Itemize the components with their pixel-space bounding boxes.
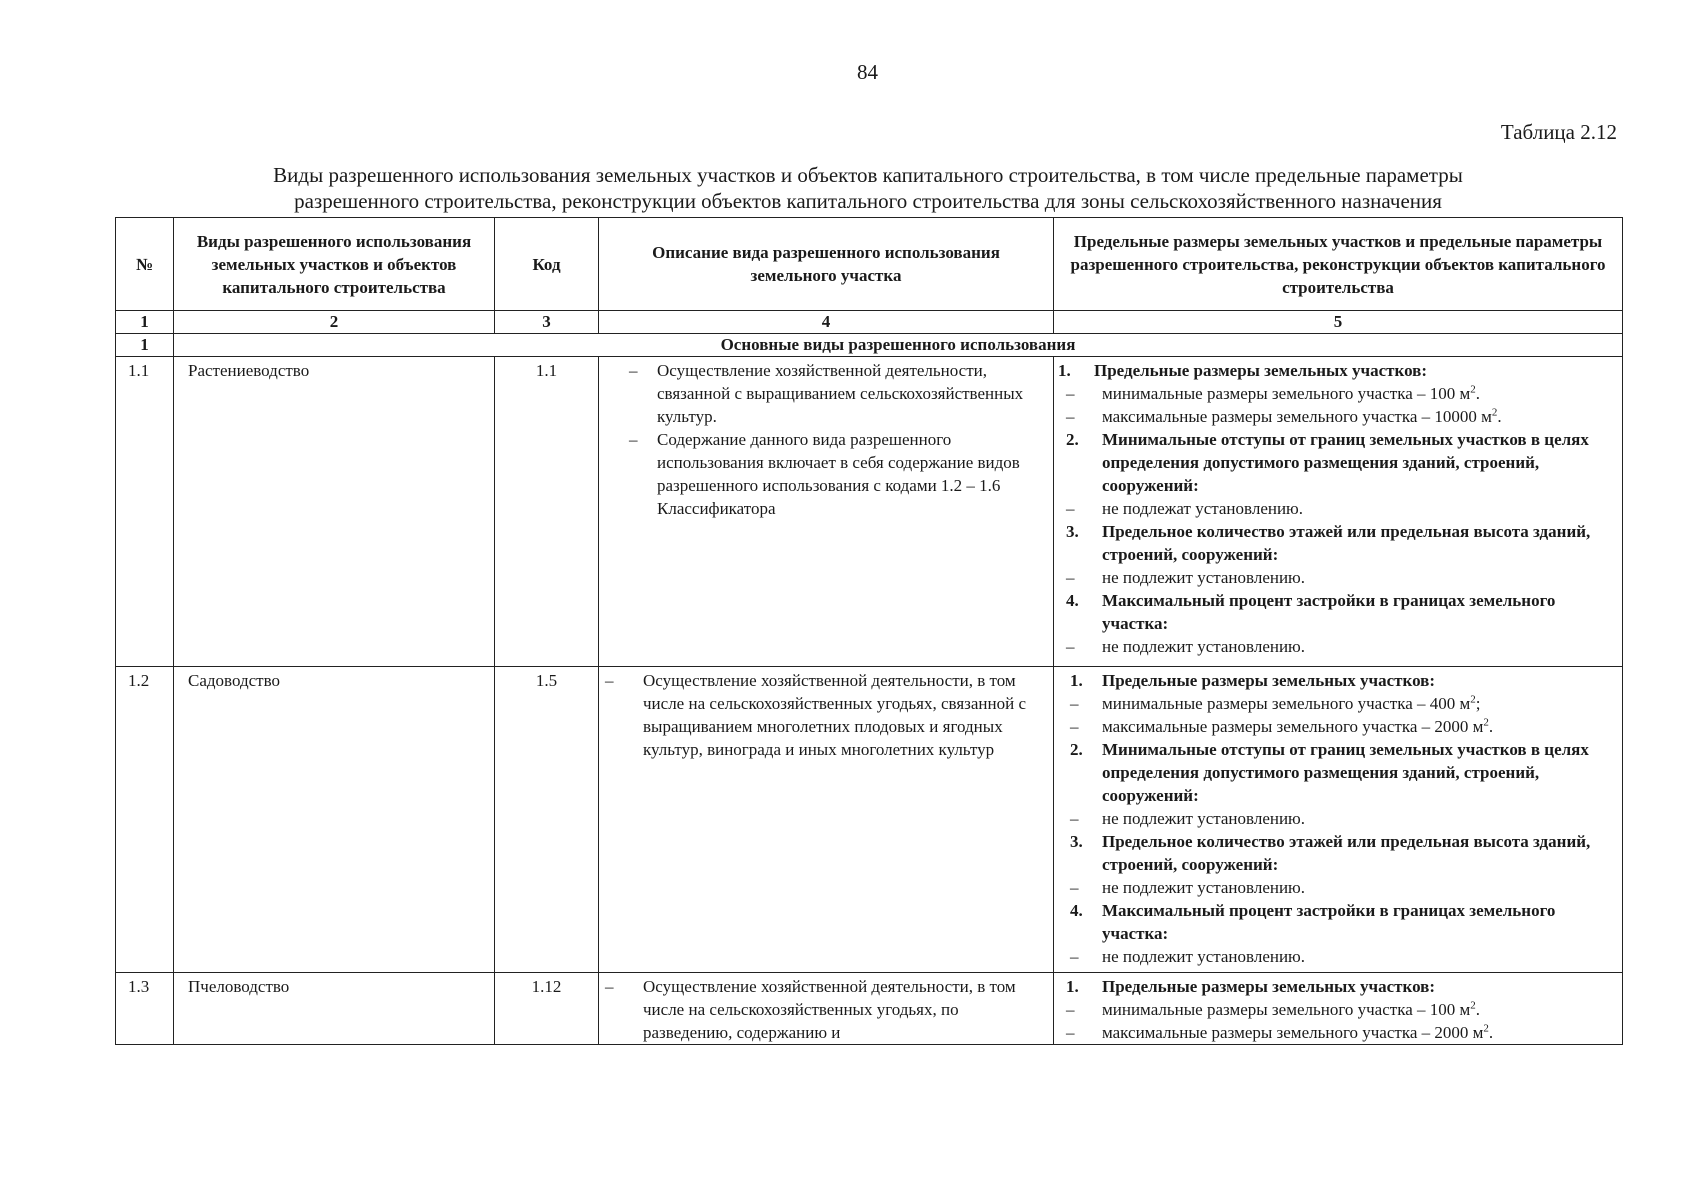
row-description <box>599 357 1054 667</box>
param-value: – максимальные размеры земельного участка – 10000 $м^2$. <box>1066 406 1502 426</box>
param-heading: 2. Минимальные отступы от границ земельных участков в целях определения допустимого размещения зданий, строений, сооружений: <box>1066 430 1589 495</box>
dash-marker: – <box>629 361 638 380</box>
param-value: – не подлежит установлению. <box>1070 809 1306 828</box>
param-value: – минимальные размеры земельного участка – 100 $м^2$. <box>1066 383 1481 403</box>
header-types: Виды разрешенного использования земельных участков и объектов капитального строительства <box>174 218 495 311</box>
table-row <box>116 357 1623 667</box>
param-value: – не подлежит установлению. <box>1070 947 1306 966</box>
param-value: – минимальные размеры земельного участка – 400 $м^2$; <box>1070 693 1481 713</box>
caption-line-1: Виды разрешенного использования земельных участков и объектов капитального строительства, в том числе предельные параметры <box>273 163 1463 187</box>
param-heading: 1. Предельные размеры земельных участков: <box>1066 977 1436 996</box>
param-heading: 1. Предельные размеры земельных участков: <box>1058 361 1428 380</box>
param-heading: 4. Максимальный процент застройки в границах земельного участка: <box>1066 591 1556 633</box>
param-value: – не подлежит установлению. <box>1066 637 1306 656</box>
row-code: 1.5 <box>495 667 599 973</box>
page-number: 84 <box>857 60 878 84</box>
row-num: 1.1 <box>116 357 174 667</box>
param-value: – максимальные размеры земельного участка – 2000 $м^2$. <box>1070 716 1494 736</box>
param-heading: 4. Максимальный процент застройки в границах земельного участка: <box>1070 901 1556 943</box>
param-heading: 3. Предельное количество этажей или предельная высота зданий, строений, сооружений: <box>1070 832 1591 874</box>
col-number: 3 <box>495 311 599 334</box>
list-item <box>629 359 1045 428</box>
desc-text: Осуществление хозяйственной деятельности, в том числе на сельскохозяйственных угодьях, связанной с выращиванием многолетних плодовых и ягодных культур, винограда и иных многолетних культур <box>643 671 1027 759</box>
param-heading: 3. Предельное количество этажей или предельная высота зданий, строений, сооружений: <box>1066 522 1591 564</box>
desc-text: Осуществление хозяйственной деятельности, связанной с выращиванием сельскохозяйственных культур. <box>657 361 1024 426</box>
section-num: 1 <box>116 334 174 357</box>
row-params <box>1054 973 1623 1045</box>
header-row <box>116 218 1623 311</box>
table-row <box>116 973 1623 1045</box>
row-params <box>1054 667 1623 973</box>
desc-text: Осуществление хозяйственной деятельности, в том числе на сельскохозяйственных угодьях, по разведению, содержанию и <box>643 977 1016 1042</box>
header-num: № <box>116 218 174 311</box>
row-code: 1.12 <box>495 973 599 1045</box>
row-code: 1.1 <box>495 357 599 667</box>
header-code: Код <box>495 218 599 311</box>
list-item <box>629 428 1045 520</box>
section-title: Основные виды разрешенного использования <box>174 334 1623 357</box>
col-number: 2 <box>174 311 495 334</box>
table-row <box>116 667 1623 973</box>
header-params: Предельные размеры земельных участков и предельные параметры разрешенного строительства, реконструкции объектов капитального строительства <box>1054 218 1623 311</box>
row-num: 1.3 <box>116 973 174 1045</box>
col-number: 1 <box>116 311 174 334</box>
param-value: – не подлежат установлению. <box>1066 499 1304 518</box>
param-value: – не подлежит установлению. <box>1066 568 1306 587</box>
col-number: 4 <box>599 311 1054 334</box>
list-item <box>605 975 1045 1044</box>
dash-marker: – <box>605 977 614 996</box>
desc-text: Содержание данного вида разрешенного использования включает в себя содержание видов разрешенного использования с кодами 1.2 – 1.6 Классификатора <box>657 430 1020 518</box>
row-name: Пчеловодство <box>174 973 495 1045</box>
header-desc: Описание вида разрешенного использования земельного участка <box>599 218 1054 311</box>
column-number-row <box>116 311 1623 334</box>
param-heading: 2. Минимальные отступы от границ земельных участков в целях определения допустимого размещения зданий, строений, сооружений: <box>1070 740 1589 805</box>
param-value: – максимальные размеры земельного участка – 2000 $м^2$. <box>1066 1022 1494 1042</box>
row-description <box>599 667 1054 973</box>
land-use-table <box>115 217 1623 1045</box>
list-item <box>605 669 1045 761</box>
col-number: 5 <box>1054 311 1623 334</box>
param-value: – минимальные размеры земельного участка – 100 $м^2$. <box>1066 999 1481 1019</box>
table-label: Таблица 2.12 <box>1500 120 1617 144</box>
table-caption <box>115 162 1621 214</box>
row-num: 1.2 <box>116 667 174 973</box>
param-heading: 1. Предельные размеры земельных участков: <box>1070 671 1436 690</box>
row-params <box>1054 357 1623 667</box>
dash-marker: – <box>605 671 614 690</box>
section-row <box>116 334 1623 357</box>
row-description <box>599 973 1054 1045</box>
dash-marker: – <box>629 430 638 449</box>
row-name: Растениеводство <box>174 357 495 667</box>
row-name: Садоводство <box>174 667 495 973</box>
caption-line-2: разрешенного строительства, реконструкции объектов капитального строительства для зоны сельскохозяйственного назначения <box>294 189 1442 213</box>
param-value: – не подлежит установлению. <box>1070 878 1306 897</box>
